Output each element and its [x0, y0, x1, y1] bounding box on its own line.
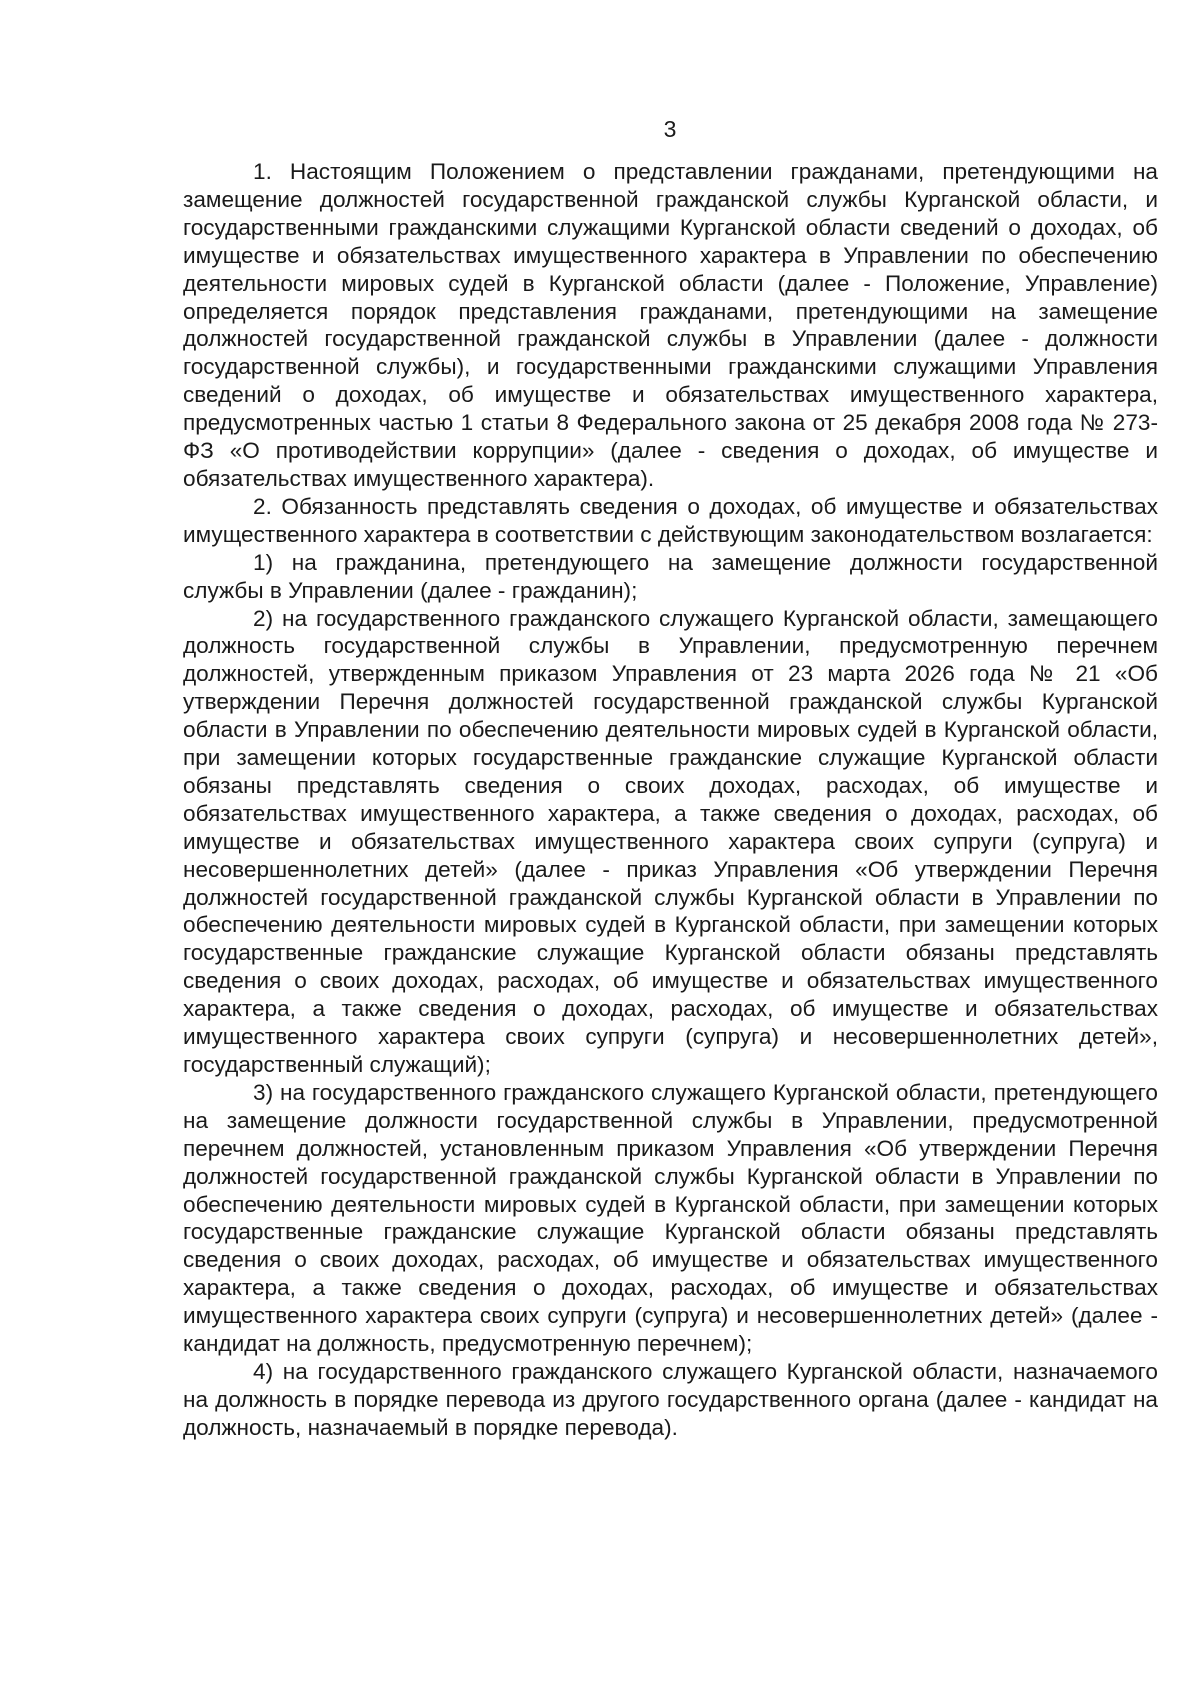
list-item-1: 1) на гражданина, претендующего на замещение должности государственной службы в Управлении (далее - гражданин);	[183, 549, 1158, 603]
page-number: 3	[663, 116, 677, 142]
document-body	[183, 158, 1158, 1442]
paragraph-1: 1. Настоящим Положением о представлении гражданами, претендующими на замещение должностей государственной гражданской службы Курганской области, и государственными гражданскими служащими Курганской области сведений о доходах, об имуществе и обязательствах имущественного характера в Управлении по обеспечению деятельности мировых судей в Курганской области (далее - Положение, Управление) определяется порядок представления гражданами, претендующими на замещение должностей государственной гражданской службы в Управлении (далее - должности государственной службы), и государственными гражданскими служащими Управления сведений о доходах, об имуществе и обязательствах имущественного характера, предусмотренных частью 1 статьи 8 Федерального закона от 25 декабря 2008 года № 273-ФЗ «О противодействии коррупции» (далее - сведения о доходах, об имуществе и обязательствах имущественного характера).	[183, 159, 1158, 491]
list-item-2: 2) на государственного гражданского служащего Курганской области, замещающего должность государственной службы в Управлении, предусмотренную перечнем должностей, утвержденным приказом Управления от 23 марта 2026 года № 21 «Об утверждении Перечня должностей государственной гражданской службы Курганской области в Управлении по обеспечению деятельности мировых судей в Курганской области, при замещении которых государственные гражданские служащие Курганской области обязаны представлять сведения о своих доходах, расходах, об имуществе и обязательствах имущественного характера, а также сведения о доходах, расходах, об имуществе и обязательствах имущественного характера своих супруги (супруга) и несовершеннолетних детей» (далее - приказ Управления «Об утверждении Перечня должностей государственной гражданской службы Курганской области в Управлении по обеспечению деятельности мировых судей в Курганской области, при замещении которых государственные гражданские служащие Курганской области обязаны представлять сведения о своих доходах, расходах, об имуществе и обязательствах имущественного характера, а также сведения о доходах, расходах, об имуществе и обязательствах имущественного характера своих супруги (супруга) и несовершеннолетних детей», государственный служащий);	[183, 605, 1158, 1077]
list-item-4: 4) на государственного гражданского служащего Курганской области, назначаемого на должность в порядке перевода из другого государственного органа (далее - кандидат на должность, назначаемый в порядке перевода).	[183, 1358, 1158, 1440]
paragraph-2: 2. Обязанность представлять сведения о доходах, об имуществе и обязательствах имущественного характера в соответствии с действующим законодательством возлагается:	[183, 493, 1158, 547]
list-item-3: 3) на государственного гражданского служащего Курганской области, претендующего на замещение должности государственной службы в Управлении, предусмотренной перечнем должностей, установленным приказом Управления «Об утверждении Перечня должностей государственной гражданской службы Курганской области в Управлении по обеспечению деятельности мировых судей в Курганской области, при замещении которых государственные гражданские служащие Курганской области обязаны представлять сведения о своих доходах, расходах, об имуществе и обязательствах имущественного характера, а также сведения о доходах, расходах, об имуществе и обязательствах имущественного характера своих супруги (супруга) и несовершеннолетних детей» (далее - кандидат на должность, предусмотренную перечнем);	[183, 1079, 1158, 1357]
